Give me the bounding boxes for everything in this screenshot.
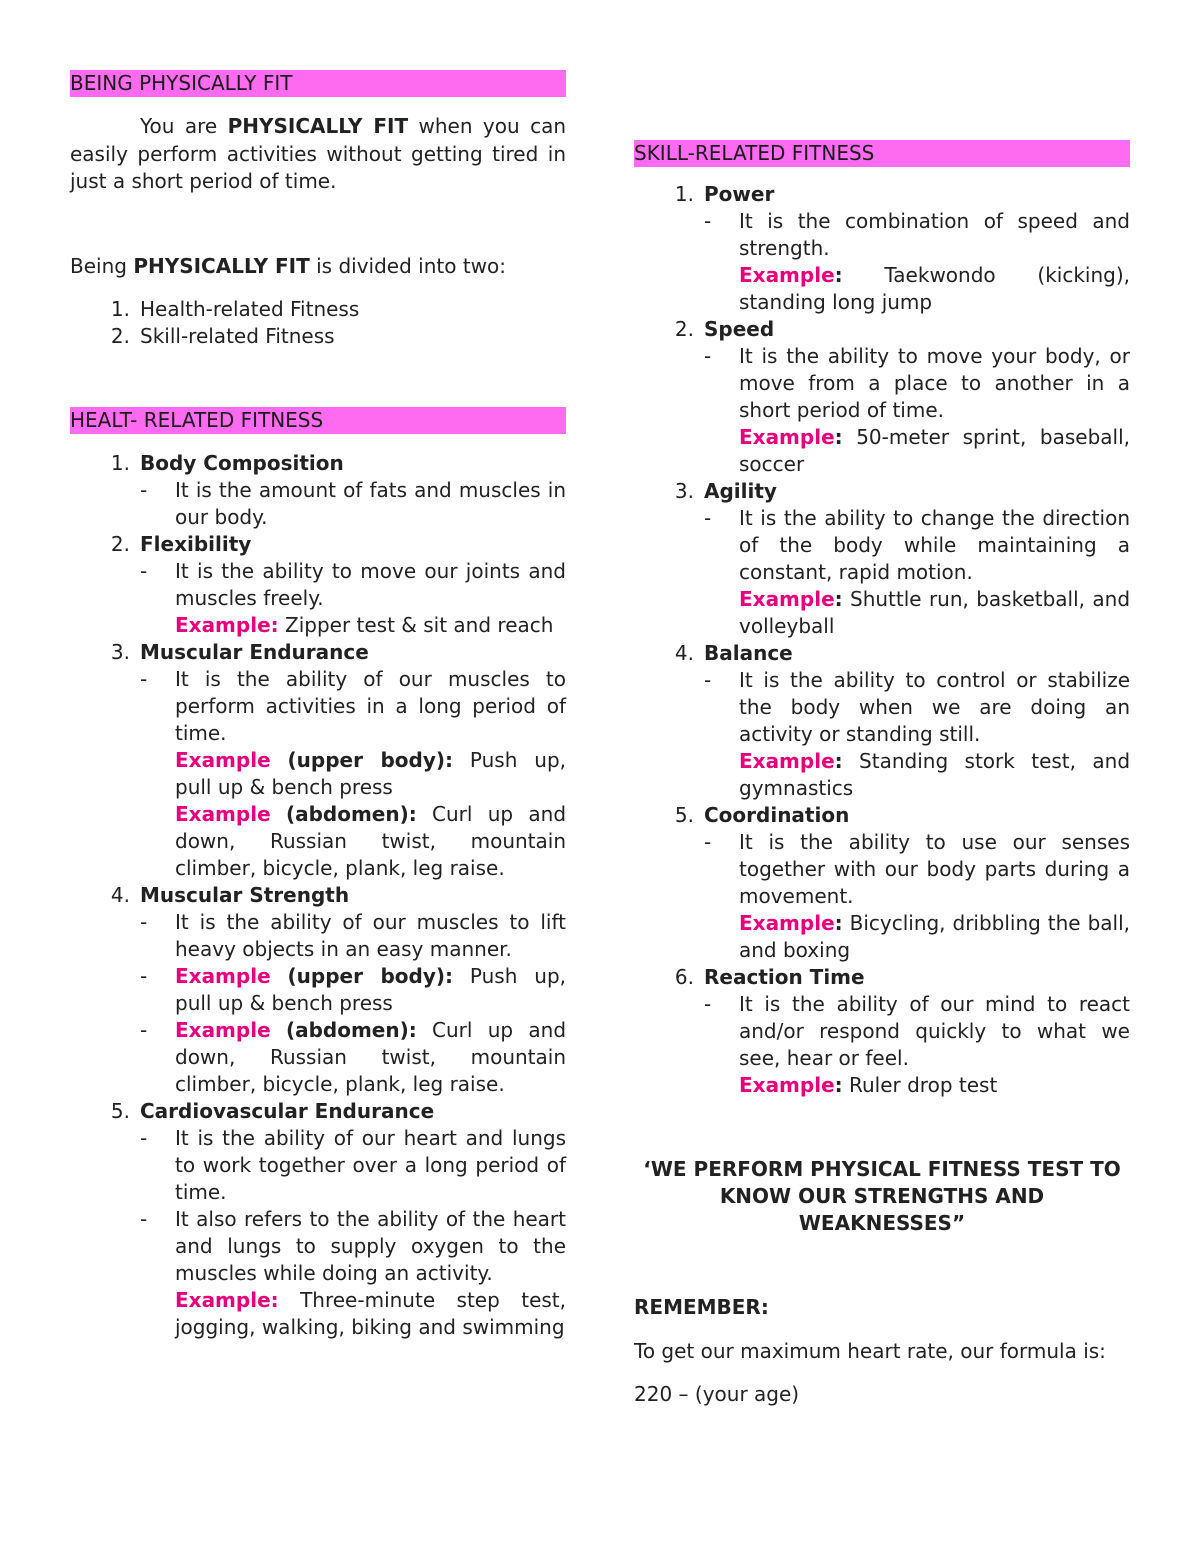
division-text-a: Being bbox=[70, 253, 134, 278]
example-label: Example bbox=[739, 911, 835, 935]
heading-being-physically-fit: BEING PHYSICALLY FIT bbox=[70, 70, 566, 97]
item-desc: It is the ability of our muscles to lift heavy objects in an easy manner. bbox=[175, 910, 566, 961]
example-text: Shuttle run, basketball, and volleyball bbox=[739, 587, 1131, 638]
example-text: Curl up and down, Russian twist, mountain climber, bicycle, plank, leg raise. bbox=[175, 802, 567, 880]
list-item-text: Health-related Fitness bbox=[140, 297, 360, 321]
heading-skill-related: SKILL-RELATED FITNESS bbox=[634, 140, 1130, 167]
example-text: Push up, pull up & bench press bbox=[175, 964, 566, 1015]
example-text: Zipper test & sit and reach bbox=[285, 613, 554, 637]
example-label: Example bbox=[739, 587, 835, 611]
example-text: Ruler drop test bbox=[849, 1073, 998, 1097]
example-text: Standing stork test, and gymnastics bbox=[739, 749, 1131, 800]
list-item: - It is the ability to control or stabilize the body when we are doing an activity or standing still. bbox=[704, 668, 1130, 746]
list-item: 1. Power bbox=[634, 181, 1130, 208]
item-desc: It is the ability of our heart and lungs to work together over a long period of time. bbox=[175, 1126, 566, 1204]
example-line: Example: Ruler drop test bbox=[739, 1073, 998, 1097]
health-related-list bbox=[70, 450, 566, 1341]
example-qualifier: (abdomen): bbox=[285, 1018, 417, 1042]
item-desc: It is the ability to change the direction of the body while maintaining a constant, rapid motion. bbox=[739, 506, 1130, 584]
example-label: Example bbox=[175, 964, 271, 988]
list-item: - It is the ability to use our senses together with our body parts during a movement. bbox=[704, 830, 1130, 908]
item-title: Speed bbox=[704, 317, 775, 341]
division-bold: PHYSICALLY FIT bbox=[133, 253, 310, 278]
left-column bbox=[70, 70, 566, 1341]
item-desc: It is the ability to control or stabilize the body when we are doing an activity or standing still. bbox=[739, 668, 1130, 746]
example-label: Example bbox=[175, 802, 271, 826]
intro-paragraph bbox=[70, 113, 566, 196]
division-text-c: is divided into two: bbox=[309, 253, 506, 278]
item-title: Power bbox=[704, 182, 775, 206]
example-label: Example bbox=[175, 613, 271, 637]
list-item-text: Skill-related Fitness bbox=[140, 324, 335, 348]
example-line: Example: Bicycling, dribbling the ball, and boxing bbox=[739, 911, 1130, 962]
example-line bbox=[70, 801, 566, 882]
item-title: Cardiovascular Endurance bbox=[140, 1099, 435, 1123]
fitness-types-list bbox=[70, 296, 566, 350]
example-label: Example bbox=[739, 263, 835, 287]
example-qualifier: (upper body): bbox=[287, 964, 454, 988]
item-title: Flexibility bbox=[140, 532, 252, 556]
list-item: 5. Cardiovascular Endurance bbox=[70, 1098, 566, 1125]
formula-intro: To get our maximum heart rate, our formula is: bbox=[634, 1338, 1106, 1363]
formula: 220 – (your age) bbox=[634, 1382, 800, 1406]
list-item: 4. Muscular Strength bbox=[70, 882, 566, 909]
example-line: Example: Shuttle run, basketball, and volleyball bbox=[739, 587, 1131, 638]
item-desc: It is the ability to move your body, or move from a place to another in a short period of time. bbox=[739, 344, 1130, 422]
list-item: 4. Balance bbox=[634, 640, 1130, 667]
list-item: - It is the amount of fats and muscles in our body. bbox=[140, 478, 566, 529]
heading-health-related: HEALT- RELATED FITNESS bbox=[70, 407, 566, 434]
item-desc: It is the ability of our muscles to perform activities in a long period of time. bbox=[175, 667, 566, 745]
item-title: Body Composition bbox=[140, 451, 344, 475]
list-item: - It is the ability of our mind to react and/or respond quickly to what we see, hear or feel. bbox=[704, 992, 1130, 1070]
example-line: Example: Taekwondo (kicking), standing long jump bbox=[739, 263, 1130, 314]
list-item: 2. Speed bbox=[634, 316, 1130, 343]
intro-bold: PHYSICALLY FIT bbox=[227, 114, 409, 138]
item-desc: It is the amount of fats and muscles in our body. bbox=[175, 478, 566, 529]
example-qualifier: (abdomen): bbox=[285, 802, 417, 826]
list-item: 2. Skill-related Fitness bbox=[70, 323, 566, 350]
item-title: Reaction Time bbox=[704, 965, 865, 989]
item-desc: It is the ability of our mind to react and/or respond quickly to what we see, hear or feel. bbox=[739, 992, 1130, 1070]
list-item: - It is the ability to move our joints and muscles freely. bbox=[140, 559, 566, 610]
skill-related-list bbox=[634, 181, 1130, 1099]
division-paragraph bbox=[70, 253, 566, 281]
example-label: Example bbox=[739, 1073, 835, 1097]
list-item: - It is the ability of our muscles to lift heavy objects in an easy manner. bbox=[140, 910, 566, 961]
item-title: Agility bbox=[704, 479, 777, 503]
item-title: Muscular Endurance bbox=[140, 640, 369, 664]
example-text: Three-minute step test, jogging, walking, biking and swimming bbox=[175, 1288, 567, 1339]
list-item: - It is the ability of our muscles to perform activities in a long period of time. bbox=[140, 667, 566, 745]
item-desc: It also refers to the ability of the heart and lungs to supply oxygen to the muscles while doing an activity. bbox=[175, 1207, 566, 1285]
item-desc: It is the ability to move our joints and muscles freely. bbox=[175, 559, 566, 610]
list-item: 1. Health-related Fitness bbox=[70, 296, 566, 323]
intro-text-a: You are bbox=[140, 114, 228, 138]
example-text: Taekwondo (kicking), standing long jump bbox=[739, 263, 1130, 314]
list-item: 6. Reaction Time bbox=[634, 964, 1130, 991]
remember-heading: REMEMBER: bbox=[634, 1295, 769, 1319]
example-text: 50-meter sprint, baseball, soccer bbox=[739, 425, 1131, 476]
example-label: Example bbox=[739, 749, 835, 773]
item-title: Muscular Strength bbox=[140, 883, 350, 907]
example-label: Example bbox=[175, 1288, 271, 1312]
list-item: 1. Body Composition bbox=[70, 450, 566, 477]
example-text: Push up, pull up & bench press bbox=[175, 748, 566, 799]
list-item: - Example (upper body): Push up, pull up & bench press bbox=[140, 964, 566, 1015]
list-item: - It is the ability to move your body, or move from a place to another in a short period of time. bbox=[704, 344, 1130, 422]
item-desc: It is the combination of speed and strength. bbox=[739, 209, 1130, 260]
item-desc: It is the ability to use our senses together with our body parts during a movement. bbox=[739, 830, 1130, 908]
example-qualifier: (upper body): bbox=[287, 748, 454, 772]
list-item: - Example (abdomen): Curl up and down, Russian twist, mountain climber, bicycle, plank, leg raise. bbox=[140, 1018, 567, 1096]
example-line: Example: Standing stork test, and gymnastics bbox=[739, 749, 1131, 800]
example-line: Example: Three-minute step test, jogging, walking, biking and swimming bbox=[175, 1288, 567, 1339]
list-item: - It also refers to the ability of the heart and lungs to supply oxygen to the muscles while doing an activity. bbox=[140, 1207, 566, 1285]
intro-text-c: when you can easily perform activities without getting tired in just a short period of time. bbox=[70, 114, 567, 193]
example-line: Example: Zipper test & sit and reach bbox=[175, 613, 554, 637]
item-title: Balance bbox=[704, 641, 793, 665]
list-item: 3. Agility bbox=[634, 478, 1130, 505]
right-column bbox=[634, 140, 1130, 1409]
example-line: Example: 50-meter sprint, baseball, soccer bbox=[739, 425, 1131, 476]
list-item: 2. Flexibility bbox=[70, 531, 566, 558]
example-label: Example bbox=[175, 1018, 271, 1042]
list-item: - It is the ability of our heart and lungs to work together over a long period of time. bbox=[140, 1126, 566, 1204]
list-item: - It is the ability to change the direction of the body while maintaining a constant, rapid motion. bbox=[704, 506, 1130, 584]
example-label: Example bbox=[739, 425, 835, 449]
example-line bbox=[70, 747, 566, 801]
list-item: 3. Muscular Endurance bbox=[70, 639, 566, 666]
list-item: 5. Coordination bbox=[634, 802, 1130, 829]
example-text: Curl up and down, Russian twist, mountain climber, bicycle, plank, leg raise. bbox=[175, 1018, 567, 1096]
example-text: Bicycling, dribbling the ball, and boxing bbox=[739, 911, 1130, 962]
example-label: Example bbox=[175, 748, 271, 772]
item-title: Coordination bbox=[704, 803, 850, 827]
list-item: - It is the combination of speed and strength. bbox=[704, 209, 1130, 260]
quote: ‘WE PERFORM PHYSICAL FITNESS TEST TO KNOW OUR STRENGTHS AND WEAKNESSES” bbox=[643, 1157, 1121, 1235]
